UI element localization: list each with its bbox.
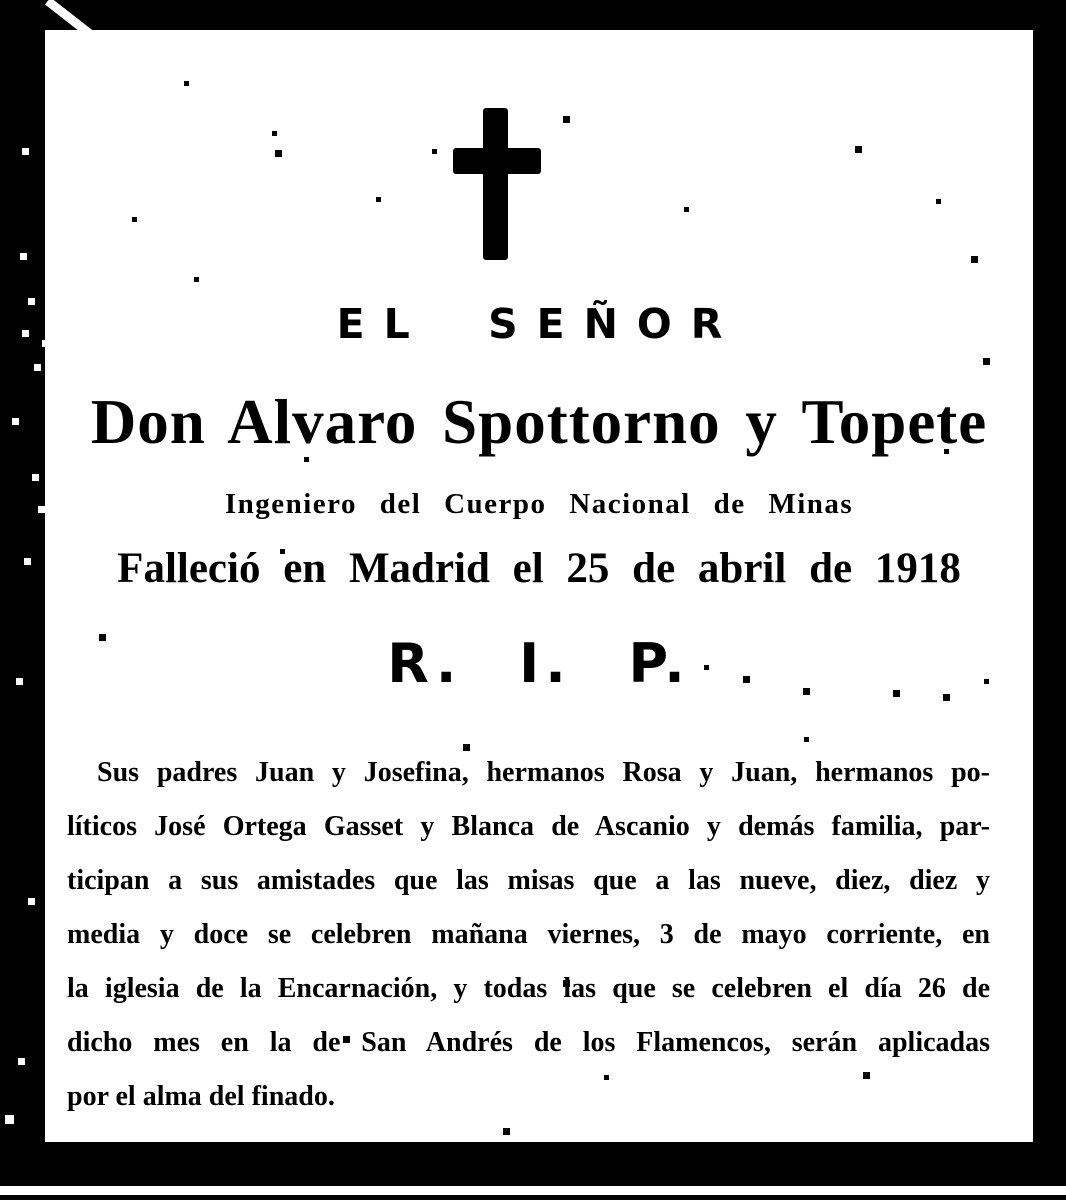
body-line: la iglesia de la Encarnación, y todas las que se celebren el día 26 de xyxy=(67,973,990,1004)
heading-el-senor: EL SEÑOR xyxy=(336,300,742,348)
body-line: por el alma del finado. xyxy=(67,1081,335,1112)
scan-noise xyxy=(330,1195,640,1200)
death-date-line: Falleció en Madrid el 25 de abril de 1918 xyxy=(117,545,961,592)
scan-edge-strip xyxy=(0,1186,1066,1195)
body-line: Sus padres Juan y Josefina, hermanos Rosa y Juan, hermanos po- xyxy=(97,757,990,788)
deceased-name: Don Alvaro Spottorno y Topete xyxy=(90,387,988,457)
obituary-body xyxy=(67,746,990,1124)
obituary-paper xyxy=(45,30,1033,1142)
body-line: líticos José Ortega Gasset y Blanca de Ascanio y demás familia, par- xyxy=(67,811,990,842)
scan-noise xyxy=(170,1195,260,1200)
scan-noise xyxy=(900,1195,1020,1200)
body-line: media y doce se celebren mañana viernes, 3 de mayo corriente, en xyxy=(67,919,990,950)
rip-line: R. I. P. xyxy=(387,632,691,695)
cross-vertical-bar xyxy=(483,108,508,260)
deceased-title: Ingeniero del Cuerpo Nacional de Minas xyxy=(224,488,854,520)
body-line: ticipan a sus amistades que las misas que a las nueve, diez, diez y xyxy=(67,865,990,896)
scan-noise xyxy=(0,0,3,3)
cross-horizontal-bar xyxy=(453,148,541,174)
scan-noise xyxy=(45,30,48,33)
scan-edge-marks xyxy=(0,1195,1066,1200)
body-line: dicho mes en la de San Andrés de los Flamencos, serán aplicadas xyxy=(67,1027,990,1058)
scan-noise xyxy=(700,1195,840,1200)
